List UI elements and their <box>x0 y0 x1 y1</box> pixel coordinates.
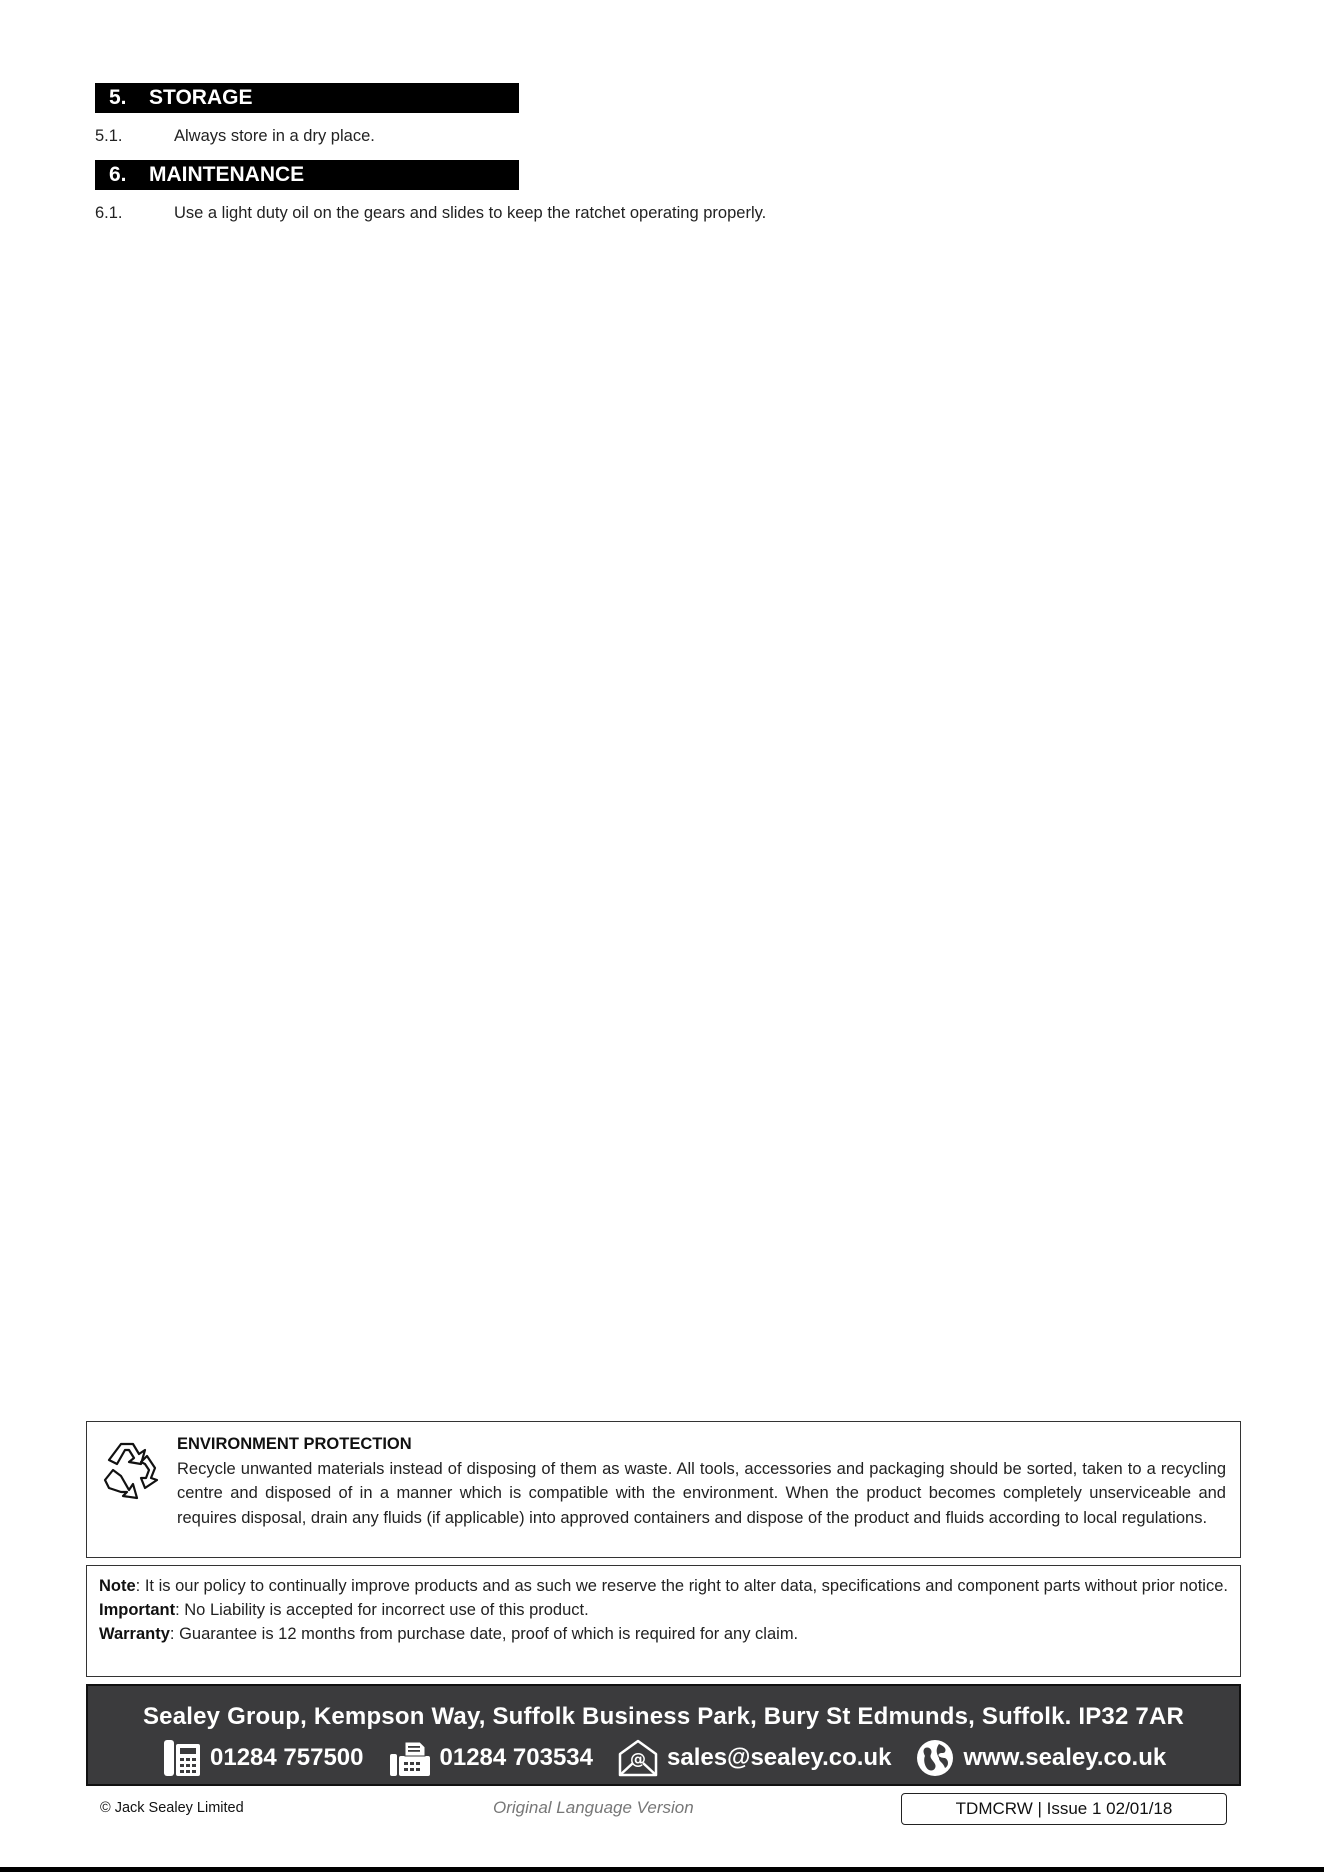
note-label: Note <box>99 1577 136 1595</box>
website-address[interactable]: www.sealey.co.uk <box>963 1744 1167 1771</box>
issue-box: TDMCRW | Issue 1 02/01/18 <box>901 1793 1227 1825</box>
company-contact-bar <box>86 1684 1241 1786</box>
item-number: 6.1. <box>95 204 123 222</box>
email-contact[interactable] <box>617 1738 891 1778</box>
fax-contact <box>388 1738 594 1778</box>
email-icon <box>617 1738 659 1778</box>
globe-icon <box>915 1738 955 1778</box>
important-text: : No Liability is accepted for incorrect use of this product. <box>175 1601 589 1619</box>
website-contact[interactable] <box>915 1738 1166 1778</box>
section-number: 6. <box>109 163 127 186</box>
item-number: 5.1. <box>95 127 123 145</box>
warranty-text: : Guarantee is 12 months from purchase date, proof of which is required for any claim. <box>169 1625 799 1643</box>
important-label: Important <box>99 1601 176 1619</box>
language-version: Original Language Version <box>493 1798 694 1817</box>
warranty-line <box>99 1622 1228 1646</box>
section-heading-maintenance <box>95 160 519 190</box>
environment-text: Recycle unwanted materials instead of disposing of them as waste. All tools, accessories and packaging should be sorted, taken to a recycling centre and disposed of in a manner which is compatible with the environment. When the product becomes completely unserviceable and requires disposal, drain any fluids (if applicable) into approved containers and dispose of the product and fluids according to local regulations. <box>177 1459 1226 1527</box>
warranty-label: Warranty <box>99 1625 170 1643</box>
list-item <box>95 204 766 223</box>
item-text: Use a light duty oil on the gears and slides to keep the ratchet operating properly. <box>174 204 767 222</box>
note-line <box>99 1574 1228 1598</box>
environment-title: ENVIRONMENT PROTECTION <box>177 1435 412 1453</box>
recycle-icon <box>99 1436 165 1502</box>
section-title: STORAGE <box>149 86 253 109</box>
phone-icon <box>162 1738 202 1778</box>
notes-box <box>86 1565 1241 1677</box>
item-text: Always store in a dry place. <box>174 127 375 145</box>
phone-contact <box>162 1738 364 1778</box>
note-text: : It is our policy to continually improve products and as such we reserve the right to alter data, specifications and component parts without prior notice. <box>135 1577 1228 1595</box>
phone-number: 01284 757500 <box>210 1744 364 1771</box>
contact-row <box>162 1738 1199 1778</box>
bottom-rule <box>0 1867 1324 1872</box>
email-address[interactable]: sales@sealey.co.uk <box>667 1744 892 1771</box>
fax-number: 01284 703534 <box>439 1744 593 1771</box>
section-number: 5. <box>109 86 127 109</box>
section-title: MAINTENANCE <box>149 163 305 186</box>
important-line <box>99 1598 1228 1622</box>
fax-icon <box>388 1738 432 1778</box>
list-item <box>95 127 375 146</box>
svg-text:@: @ <box>630 1749 646 1768</box>
environment-protection-box <box>86 1421 1241 1558</box>
company-address: Sealey Group, Kempson Way, Suffolk Business Park, Bury St Edmunds, Suffolk. IP32 7AR <box>142 1703 1185 1730</box>
copyright: © Jack Sealey Limited <box>100 1800 244 1816</box>
section-heading-storage <box>95 83 519 113</box>
